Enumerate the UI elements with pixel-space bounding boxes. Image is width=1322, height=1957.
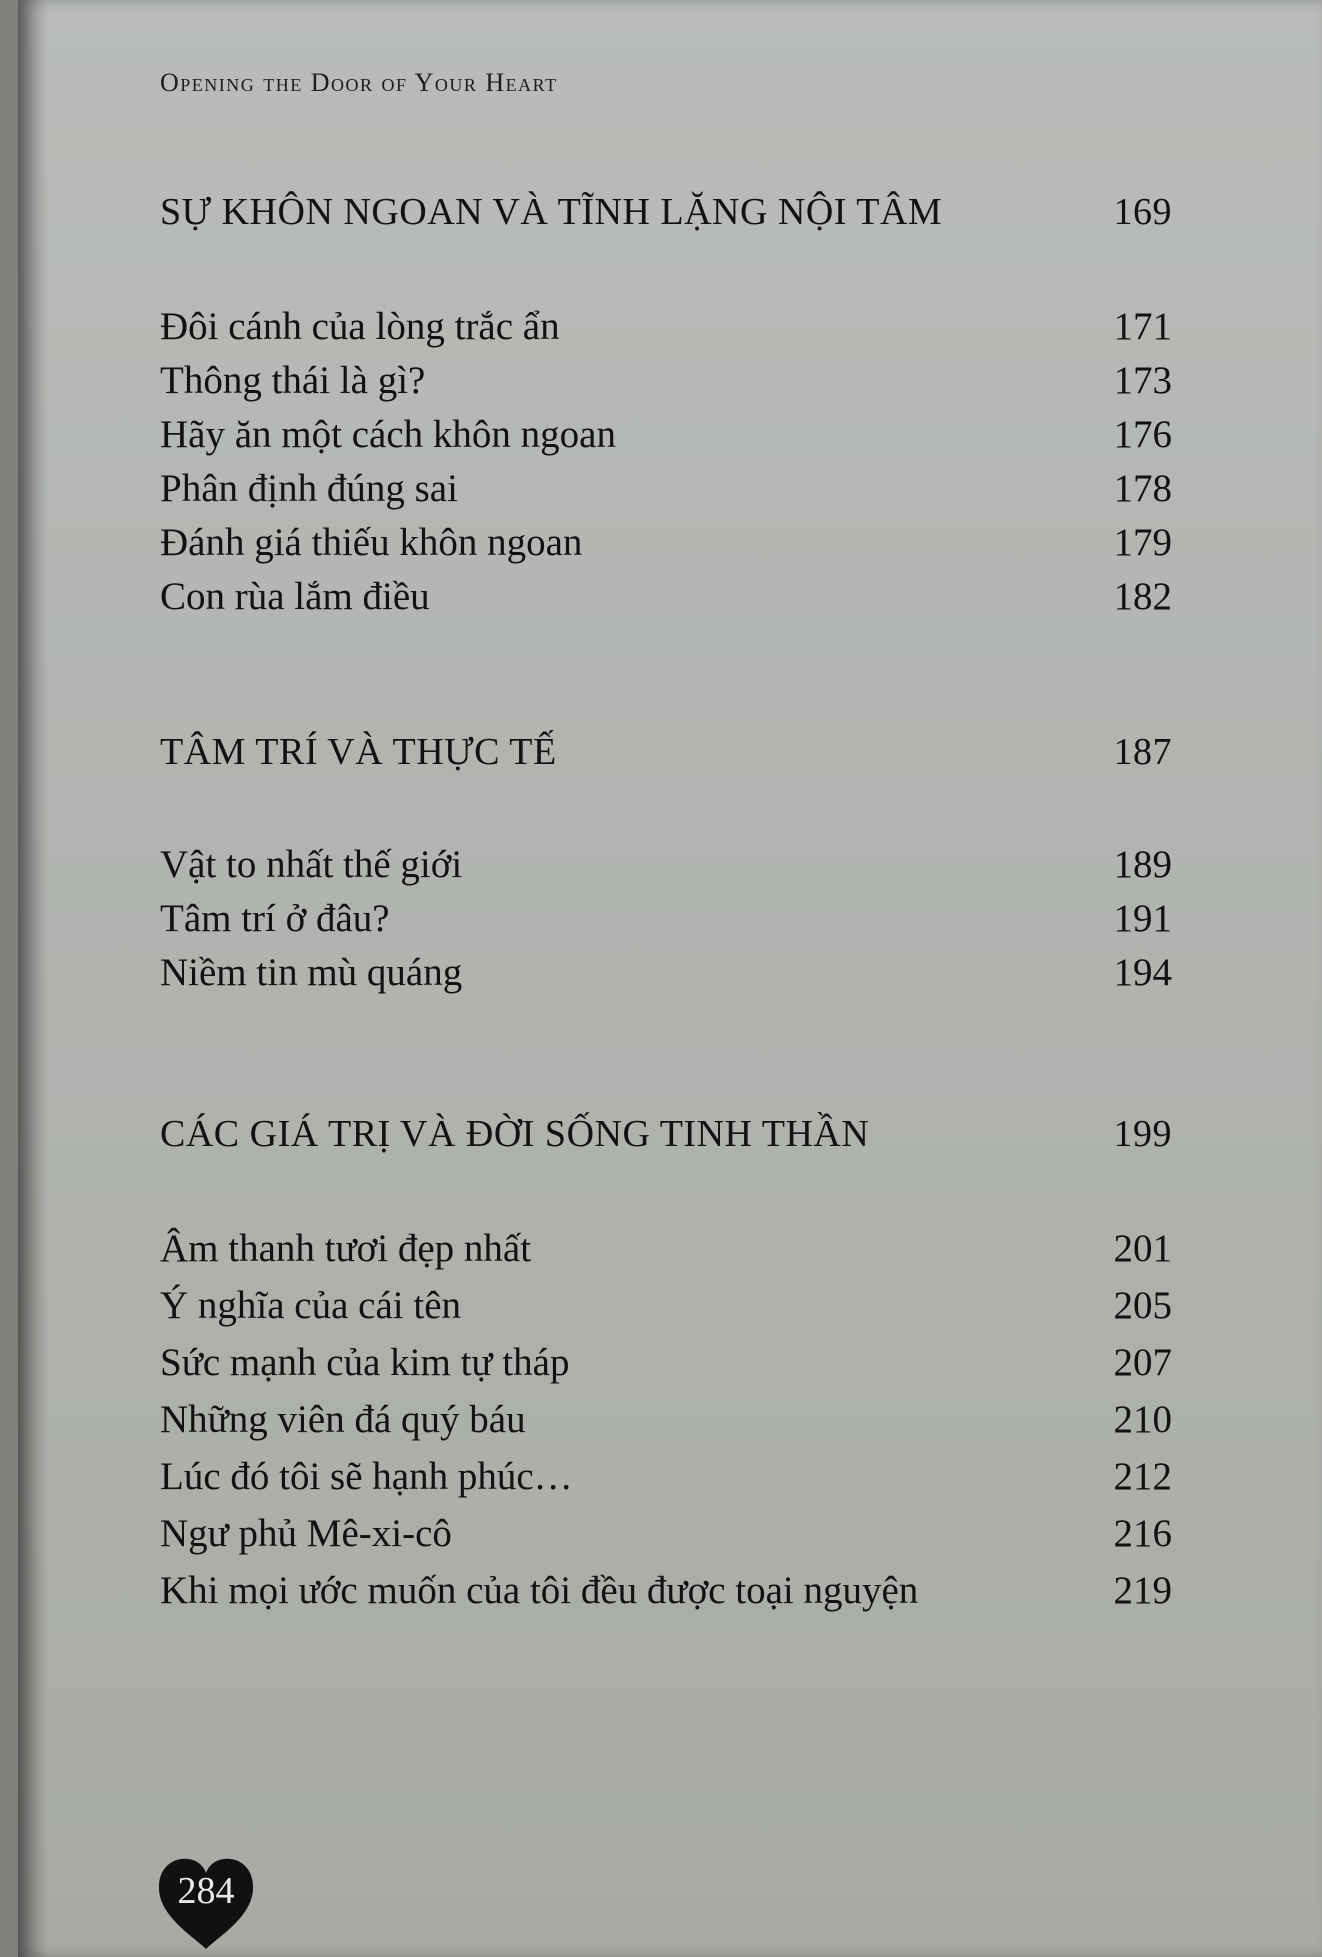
entry-title: Con rùa lắm điều xyxy=(160,575,430,618)
toc-entry xyxy=(160,842,1172,887)
entry-page: 191 xyxy=(1113,897,1172,940)
toc-entry xyxy=(160,1340,1172,1385)
entry-title: Âm thanh tươi đẹp nhất xyxy=(160,1227,532,1270)
toc-entry xyxy=(160,466,1172,511)
entry-page: 216 xyxy=(1113,1512,1172,1555)
toc-section-2 xyxy=(160,730,1172,774)
toc-entry xyxy=(160,1397,1172,1442)
book-page xyxy=(18,0,1322,1957)
toc-entry xyxy=(160,1283,1172,1328)
section-title: SỰ KHÔN NGOAN VÀ TĨNH LẶNG NỘI TÂM xyxy=(160,191,943,233)
toc-entry xyxy=(160,1226,1172,1271)
entry-page: 178 xyxy=(1113,467,1172,510)
entry-title: Những viên đá quý báu xyxy=(160,1398,526,1441)
entry-page: 212 xyxy=(1113,1455,1172,1498)
entry-title: Lúc đó tôi sẽ hạnh phúc… xyxy=(160,1455,573,1498)
section-page: 187 xyxy=(1113,731,1172,773)
entry-title: Sức mạnh của kim tự tháp xyxy=(160,1341,570,1384)
toc-entry xyxy=(160,412,1172,457)
running-head: Opening the Door of Your Heart xyxy=(160,68,558,97)
toc-entry xyxy=(160,574,1172,619)
entry-page: 210 xyxy=(1113,1398,1172,1441)
entry-title: Thông thái là gì? xyxy=(160,359,426,402)
entry-page: 176 xyxy=(1113,413,1172,456)
entry-page: 205 xyxy=(1113,1284,1172,1327)
entry-page: 201 xyxy=(1113,1227,1172,1270)
toc-entry xyxy=(160,896,1172,941)
entry-title: Phân định đúng sai xyxy=(160,467,458,510)
toc-entry xyxy=(160,520,1172,565)
entry-page: 194 xyxy=(1113,951,1172,994)
entry-page: 207 xyxy=(1113,1341,1172,1384)
entry-title: Khi mọi ước muốn của tôi đều được toại nguyện xyxy=(160,1569,919,1612)
toc-entry xyxy=(160,950,1172,995)
spine-shadow xyxy=(18,0,48,1957)
entry-page: 189 xyxy=(1113,843,1172,886)
entry-title: Đánh giá thiếu khôn ngoan xyxy=(160,521,583,564)
section-title: CÁC GIÁ TRỊ VÀ ĐỜI SỐNG TINH THẦN xyxy=(160,1113,870,1155)
entry-page: 179 xyxy=(1113,521,1172,564)
section-page: 169 xyxy=(1113,191,1172,233)
entry-title: Ý nghĩa của cái tên xyxy=(160,1284,462,1327)
entry-title: Vật to nhất thế giới xyxy=(160,843,463,886)
entry-page: 173 xyxy=(1113,359,1172,402)
entry-title: Đôi cánh của lòng trắc ẩn xyxy=(160,305,560,348)
entry-title: Hãy ăn một cách khôn ngoan xyxy=(160,413,616,456)
page-number-badge xyxy=(156,1855,260,1951)
toc-entry xyxy=(160,304,1172,349)
entry-page: 219 xyxy=(1113,1569,1172,1612)
toc-entry xyxy=(160,1568,1172,1613)
entry-title: Tâm trí ở đâu? xyxy=(160,897,390,940)
entry-title: Ngư phủ Mê-xi-cô xyxy=(160,1512,452,1555)
toc-entry xyxy=(160,358,1172,403)
toc-section-3 xyxy=(160,1112,1172,1156)
toc-entry xyxy=(160,1454,1172,1499)
entry-page: 182 xyxy=(1113,575,1172,618)
entry-title: Niềm tin mù quáng xyxy=(160,951,463,994)
entry-page: 171 xyxy=(1113,305,1172,348)
section-title: TÂM TRÍ VÀ THỰC TẾ xyxy=(160,731,557,773)
page-number: 284 xyxy=(177,1870,235,1912)
section-page: 199 xyxy=(1113,1113,1172,1155)
toc-section-1 xyxy=(160,190,1172,234)
toc-entry xyxy=(160,1511,1172,1556)
